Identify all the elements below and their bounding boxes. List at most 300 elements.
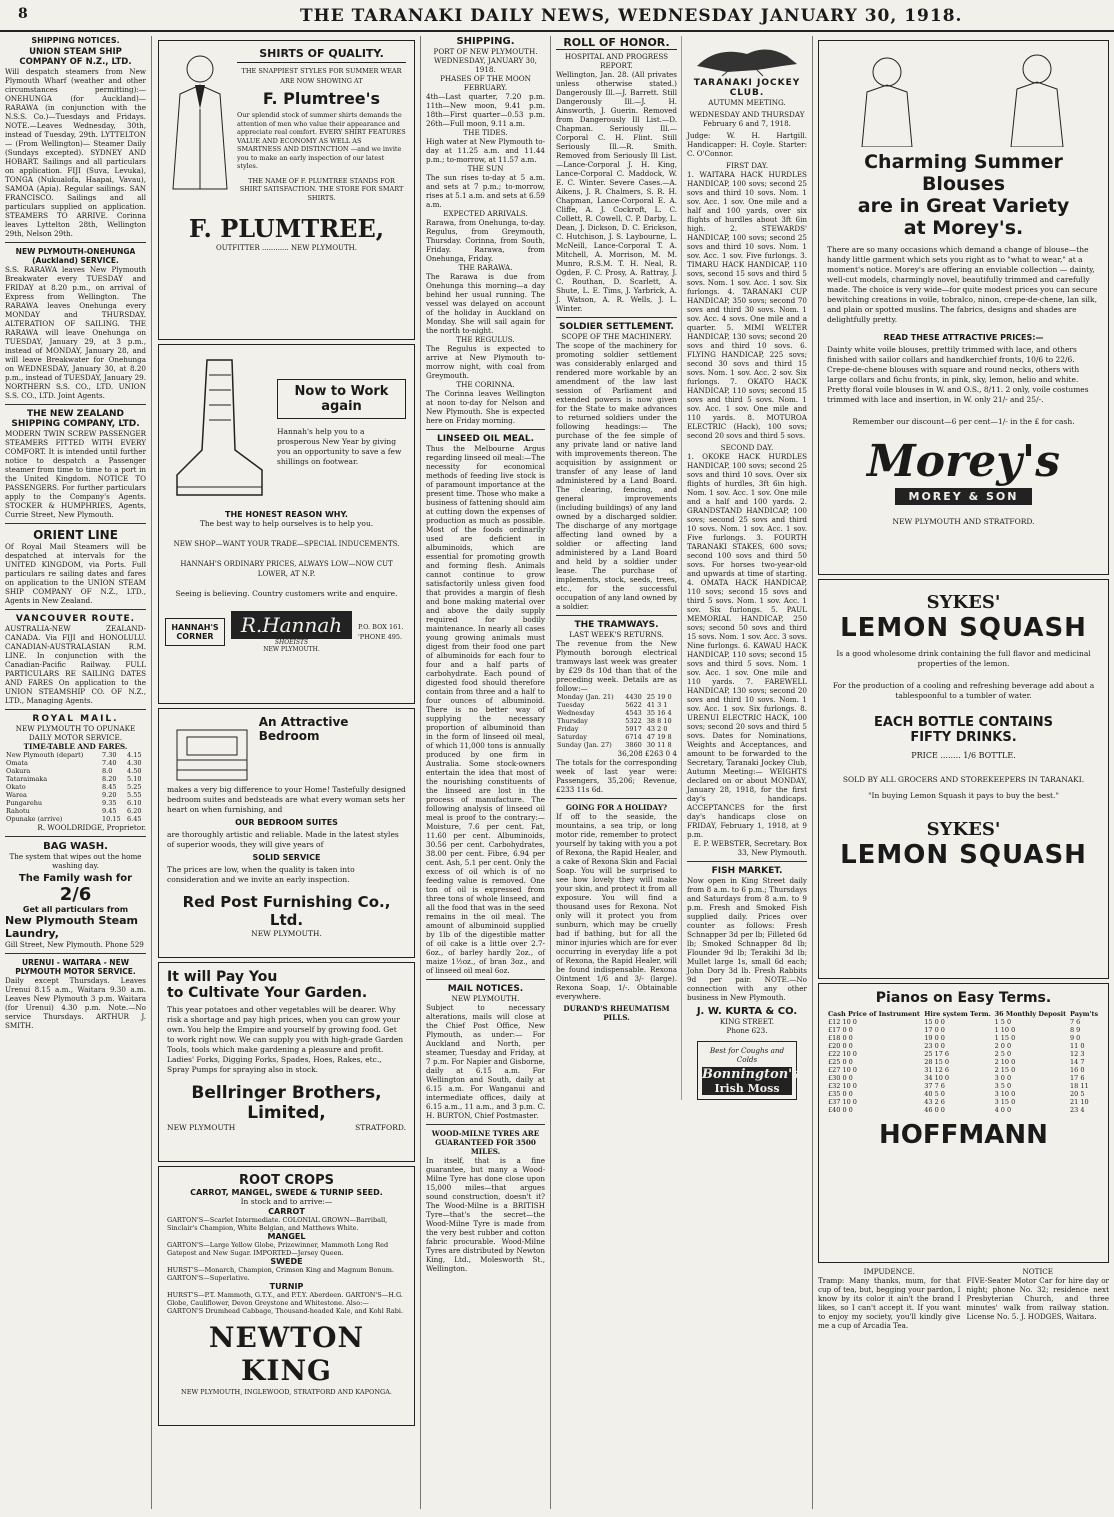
carrot-text: GARTON'S—Scarlet Intermediate. COLONIAL GROWN—Barriball, Sinclair's Champion, White Belgian, and Matthews White. bbox=[167, 1216, 388, 1232]
bonnington-sub: Irish Moss bbox=[702, 1082, 792, 1095]
mangel-text: GARTON'S—Large Yellow Globe, Prizewinner, Mammoth Long Red Gatepost and New Sugar. IMPORTED—Jersey Queen. bbox=[167, 1241, 389, 1257]
bottom-notices bbox=[818, 1267, 1109, 1330]
table-row bbox=[556, 701, 677, 709]
moreys-logo-block bbox=[827, 436, 1100, 505]
solid-service-label: SOLID SERVICE bbox=[252, 853, 321, 862]
women-in-blouses-illustration bbox=[827, 47, 1107, 147]
orient-line-text: Of Royal Mail Steamers will be despatched at intervals for the UNITED KINGDOM, via Ports. Full particulars re sailing dates and fares on application to the UNION STEAM SHIP COMPANY OF N.Z., LTD., Agents in New Zealand. bbox=[5, 542, 146, 605]
hannah-np: NEW PLYMOUTH. bbox=[263, 646, 320, 653]
blouses-heading-3: at Morey's. bbox=[903, 217, 1024, 239]
laundry-address: Gill Street, New Plymouth. Phone 529 bbox=[5, 940, 144, 949]
table-row bbox=[5, 807, 146, 815]
tramways-heading: THE TRAMWAYS. bbox=[574, 620, 659, 630]
bag-wash-heading: BAG WASH. bbox=[43, 841, 108, 852]
sykes-description: Is a good wholesome drink containing the full flavor and medicinal properties of the lemon. bbox=[836, 649, 1091, 668]
table-row bbox=[5, 799, 146, 807]
tramways-sub: LAST WEEK'S RETURNS. bbox=[569, 630, 664, 639]
table-cell: Saturday bbox=[557, 733, 587, 741]
nz-shipping-heading: THE NEW ZEALAND SHIPPING COMPANY, LTD. bbox=[11, 409, 140, 429]
each-bottle: EACH BOTTLE CONTAINS bbox=[873, 715, 1054, 730]
table-cell: 9.45 bbox=[102, 807, 117, 815]
table-cell: 18 11 bbox=[1069, 1082, 1089, 1090]
table-cell: 4.30 bbox=[127, 759, 142, 767]
blouses-heading-1: Charming Summer Blouses bbox=[864, 151, 1063, 195]
proprietor: R. WOOLDRIDGE, Proprietor. bbox=[37, 823, 146, 832]
table-row bbox=[5, 751, 146, 759]
second-day-heading: SECOND DAY. bbox=[720, 443, 774, 452]
table-cell: Sunday (Jan. 27) bbox=[557, 741, 612, 749]
table-row bbox=[5, 783, 146, 791]
table-row bbox=[827, 1018, 1100, 1026]
plumtree-address: OUTFITTER ............ NEW PLYMOUTH. bbox=[216, 244, 357, 252]
table-cell: 46 0 0 bbox=[924, 1106, 945, 1114]
table-cell: 5.10 bbox=[127, 775, 142, 783]
attractive-prices-text: Dainty white voile blouses, prettily trimmed with lace, and others finished with sailor collars and handkerchief fronts, 10/6 to 22/6. Crepe-de-chene blouses with square and round necks, others with large collars and fichu fronts, in pink, sky, lemon, helio and white. Pretty floral voile blouses in W. and O.S., 8/11. 2 only, voile costumes trimmed with lace and insertion, in W. only 21/- and 25/-. bbox=[827, 345, 1089, 404]
table-cell: 11 0 bbox=[1069, 1042, 1085, 1050]
price-label: PRICE bbox=[911, 751, 938, 760]
bedroom-text3: The prices are low, when the quality is taken into consideration and we invite an early inspection. bbox=[167, 865, 355, 884]
cultivate-garden-heading: to Cultivate Your Garden. bbox=[167, 985, 368, 1001]
plumtree-slogan: THE NAME OF F. PLUMTREE STANDS FOR SHIRT SATISFACTION. THE STORE FOR SMART SHIRTS. bbox=[239, 176, 404, 202]
soldier-settlement-sub: SCOPE OF THE MACHINERY. bbox=[561, 332, 672, 341]
table-cell: 1 10 0 bbox=[994, 1026, 1016, 1034]
royal-mail-sub: NEW PLYMOUTH TO OPUNAKE DAILY MOTOR SERVICE. bbox=[15, 724, 136, 742]
table-cell: £32 10 0 bbox=[828, 1082, 857, 1090]
bellringer-garden-ad bbox=[158, 962, 415, 1162]
regulus-text: The Regulus is expected to arrive at New Plymouth to-morrow night, with coal from Greymouth. bbox=[426, 344, 545, 380]
second-day-text: 1. OKOKE HACK HURDLES HANDICAP, 100 sovs; second 25 sovs and third 10 sovs. Over six flights of hurdles, 3ft 6in high. Nom. 1 sov. Acc. 1 sov. One mile and a half and 100 yards. 2. GRANDSTAND HANDICAP, 100 sovs; second 25 sovs and third 10 sovs. Nom. 1 sov. Acc. 1 sov. Five furlongs. 3. FOURTH TARANAKI STAKES, 600 sovs; second 100 sovs and third 50 sovs. For horses two-year-old and upwards at time of starting. 4. OMATA HACK HANDICAP, 110 sovs; second 15 sovs and third 5 sovs. Nom. 1 sov. Acc. 1 sov. Six furlongs. 5. PAUL MEMORIAL HANDICAP, 250 sovs; second 50 sovs and third 15 sovs. Nom. 1 sov. Acc. 3 sovs. Nine furlongs. 6. KAWAU HACK HANDICAP, 110 sovs; second 15 sovs and third 5 sovs. Nom. 1 sov. Acc. 1 sov. One mile and 110 yards. 7. FAREWELL HANDICAP, 130 sovs; second 20 sovs and third 10 sovs. Nom. 1 sov. Acc. 1 sov. Six furlongs. 8. URENUI ELECTRIC HACK, 100 sovs; second 20 sovs and third 5 sovs. Dates for Nominations, Weights and Acceptances, and amount to be forwarded to the Secretary, Taranaki Jockey Club, Autumn Meeting:— WEIGHTS declared on or about MONDAY, January 28, 1918, for the first day's handicaps. ACCEPTANCES for the first day's handicaps close on FRIDAY, February 1, 1918, at 9 p.m. bbox=[687, 452, 807, 839]
table-cell: 6.20 bbox=[127, 807, 142, 815]
bellringer-stratford: STRATFORD. bbox=[355, 1123, 406, 1132]
table-cell: Pungarehu bbox=[6, 799, 43, 807]
table-cell: 35 16 4 bbox=[646, 709, 672, 717]
table-cell: 40 5 0 bbox=[924, 1090, 945, 1098]
table-cell: 15 0 0 bbox=[924, 1018, 945, 1026]
table-row bbox=[827, 1090, 1100, 1098]
moreys-banner: MOREY & SON bbox=[895, 488, 1033, 505]
table-cell: £18 0 0 bbox=[828, 1034, 853, 1042]
tramways-note: The totals for the corresponding week of last year were: Passengers, 35,206; Revenue, £233 11s 6d. bbox=[556, 758, 677, 794]
plumtree-store-name: F. Plumtree's bbox=[262, 89, 381, 108]
table-cell: 1 15 0 bbox=[994, 1034, 1016, 1042]
table-cell: Omata bbox=[6, 759, 28, 767]
table-cell: 25 17 6 bbox=[924, 1050, 950, 1058]
pay-you-heading: It will Pay You bbox=[167, 969, 278, 985]
red-post-bedroom-ad bbox=[158, 708, 415, 958]
table-header-cell: Cash Price of Instrument bbox=[828, 1010, 920, 1018]
table-row bbox=[827, 1106, 1100, 1114]
table-cell: 4.50 bbox=[127, 767, 142, 775]
table-cell: Opunake (arrive) bbox=[6, 815, 63, 823]
royal-mail-heading: ROYAL MAIL. bbox=[32, 714, 119, 724]
table-cell: 7.30 bbox=[102, 751, 117, 759]
turnip-text: HURST'S—P.T. Mammoth, G.T.Y., and P.T.Y. Aberdeen. GARTON'S—H.G. Globe, Cauliflower, Devon Greystone and Whitestone. Also:— GARTON'S Drumhead Cabbage, Thousand-headed Kale, and Kohl Rabi. bbox=[167, 1291, 404, 1315]
table-cell: 7.40 bbox=[102, 759, 117, 767]
mail-notices-sub: NEW PLYMOUTH. bbox=[451, 994, 520, 1003]
tramways-intro: The revenue from the New Plymouth borough electrical tramways last week was greater by £29 8s 10d than that of the preceding week. Details are as follow:— bbox=[556, 639, 677, 693]
table-cell: 30 11 8 bbox=[646, 741, 672, 749]
bag-wash-price: 2/6 bbox=[59, 884, 92, 905]
table-cell: 43 2 6 bbox=[924, 1098, 945, 1106]
table-cell: 5622 bbox=[625, 701, 642, 709]
roll-of-honor-heading: ROLL OF HONOR. bbox=[556, 36, 677, 50]
table-cell: 41 3 1 bbox=[646, 701, 668, 709]
sykes-usage: For the production of a cooling and refreshing beverage add about a tablespoonful to a tumbler of water. bbox=[832, 681, 1095, 700]
turnip-label: TURNIP bbox=[269, 1282, 304, 1291]
vancouver-route-heading: VANCOUVER ROUTE. bbox=[15, 614, 136, 624]
sold-by: SOLD BY ALL GROCERS AND STOREKEEPERS IN TARANAKI. bbox=[842, 775, 1085, 784]
table-cell: £20 0 0 bbox=[828, 1042, 853, 1050]
bonnington-top: Best for Coughs and Colds bbox=[709, 1046, 785, 1064]
now-to-work-heading: Now to Work again bbox=[277, 379, 406, 419]
hannah-footwear-ad bbox=[158, 344, 415, 704]
plumtree-shirts-ad bbox=[158, 40, 415, 340]
newspaper-title: THE TARANAKI DAILY NEWS, WEDNESDAY JANUARY 30, 1918. bbox=[300, 6, 963, 26]
notice-heading: NOTICE bbox=[1022, 1267, 1054, 1276]
table-cell: £40 0 0 bbox=[828, 1106, 853, 1114]
table-cell: 23 4 bbox=[1069, 1106, 1085, 1114]
table-cell: Monday (Jan. 21) bbox=[557, 693, 614, 701]
table-cell: 17 6 bbox=[1069, 1074, 1085, 1082]
column-moreys-and-ads bbox=[813, 36, 1114, 1509]
bellringer-name: Bellringer Brothers, Limited, bbox=[191, 1083, 382, 1123]
bellringer-np: NEW PLYMOUTH bbox=[167, 1123, 236, 1132]
shirts-heading: SHIRTS OF QUALITY. bbox=[237, 47, 406, 63]
shirts-body: Our splendid stock of summer shirts demands the attention of men who value their appearance and appreciate real comfort. EVERY SHIRT FEATURES VALUE AND ECONOMY AS WELL AS SMARTNESS AND DISTINCTION —and we invite you to make an early inspection of our latest styles. bbox=[237, 111, 406, 170]
bedroom-text: makes a very big difference to your Home! Tastefully designed bedroom suites and bedsteads are what every woman sets her heart on when furnishing, and bbox=[167, 785, 406, 814]
moreys-address: NEW PLYMOUTH AND STRATFORD. bbox=[892, 517, 1035, 526]
attractive-prices-heading: READ THESE ATTRACTIVE PRICES:— bbox=[883, 333, 1044, 342]
table-cell: 5.55 bbox=[127, 791, 142, 799]
table-cell: 31 12 6 bbox=[924, 1066, 950, 1074]
hannah-shoeists: SHOEISTS bbox=[274, 639, 309, 646]
table-cell: £37 10 0 bbox=[828, 1098, 857, 1106]
table-cell: 6.45 bbox=[127, 815, 142, 823]
moon-text: 4th—Last quarter, 7.20 p.m. 11th—New moon, 9.41 p.m. 18th—First quarter—0.53 p.m. 26th—Full moon, 9.11 a.m. bbox=[426, 92, 545, 128]
table-cell: 28 15 0 bbox=[924, 1058, 950, 1066]
table-row bbox=[556, 741, 677, 749]
table-cell: 5.25 bbox=[127, 783, 142, 791]
sykes-lemon-squash-ad bbox=[818, 579, 1109, 979]
tyres-text: In itself, that is a fine guarantee, but many a Wood-Milne Tyre has done close upon 15,000 miles—that argues sound construction, doesn't it? The Wood-Milne is a BRITISH Tyre—that's the secret—the Wood-Milne Tyre is made from the very best rubber and cotton fabric procurable. Wood-Milne Tyres are distributed by Newton King, Ltd., Molesworth St., Wellington. bbox=[426, 1156, 545, 1273]
port-heading: PORT OF NEW PLYMOUTH. bbox=[433, 47, 538, 56]
masthead bbox=[0, 0, 1114, 32]
shipping-date: WEDNESDAY, JANUARY 30, 1918. bbox=[434, 56, 537, 74]
lemon-squash-label: LEMON SQUASH bbox=[840, 613, 1087, 643]
column-shipping-news bbox=[421, 36, 551, 1509]
table-cell: 37 7 6 bbox=[924, 1082, 945, 1090]
now-to-work-text: Hannah's help you to a prosperous New Year by giving you an opportunity to save a few shillings on footwear. bbox=[277, 427, 402, 466]
table-cell: £35 0 0 bbox=[828, 1090, 853, 1098]
newton-king-root-crops-ad bbox=[158, 1166, 415, 1426]
table-cell: 2 0 0 bbox=[994, 1042, 1012, 1050]
union-steamship-text: Will despatch steamers from New Plymouth Wharf (weather and other circumstances permitting):— ONEHUNGA (for Auckland)— RARAWA (in conjunction with the N.S.S. Co.)—Tuesdays and Fridays. NOTE.—Leaves Wednesday, 30th, instead of Tuesday, 29th. LYTTELTON— (From Wellington)— Steamer Daily (Sundays excepted). SYDNEY AND HOBART. Sailings and all particulars on application. FIJI (Suva, Levuka), TONGA (Nukualofa, Haapai, Vavau), SAMOA (Apia). Regular sailings. SAN FRANCISCO. Sailings and all particulars supplied on application. STEAMERS TO ARRIVE. Corinna leaves Lyttelton 28th, Wellington 29th, Nelson 29th. bbox=[5, 67, 146, 238]
bedroom-text2: are thoroughly artistic and reliable. Made in the latest styles of superior woods, they will give years of bbox=[167, 830, 399, 849]
table-cell: 9.20 bbox=[102, 791, 117, 799]
newton-king-locations: NEW PLYMOUTH, INGLEWOOD, STRATFORD AND KAPONGA. bbox=[181, 1388, 392, 1396]
table-cell: £30 0 0 bbox=[828, 1074, 853, 1082]
table-cell: 3860 bbox=[625, 741, 642, 749]
table-cell: 12 3 bbox=[1069, 1050, 1085, 1058]
sykes-price: PRICE ........ 1/6 BOTTLE. bbox=[911, 751, 1016, 760]
bag-wash-text: The system that wipes out the home washing day. bbox=[9, 852, 142, 870]
durand-pills: DURAND'S RHEUMATISM PILLS. bbox=[563, 1004, 670, 1022]
root-crops-sub: CARROT, MANGEL, SWEDE & TURNIP SEED. bbox=[190, 1188, 383, 1197]
holiday-heading: GOING FOR A HOLIDAY? bbox=[565, 803, 668, 812]
shipping-notices-heading: SHIPPING NOTICES. bbox=[31, 36, 120, 45]
table-cell: 38 8 10 bbox=[646, 717, 672, 725]
jockey-club-heading: TARANAKI JOCKEY CLUB. bbox=[693, 78, 801, 98]
sun-text: The sun rises to-day at 5 a.m. and sets at 7 p.m.; to-morrow, rises at 5.1 a.m. and sets at 6.59 a.m. bbox=[426, 173, 545, 209]
arrivals-heading: EXPECTED ARRIVALS. bbox=[443, 209, 528, 218]
timetable-heading: TIME-TABLE AND FARES. bbox=[23, 742, 128, 751]
table-cell: Tataraimaka bbox=[6, 775, 48, 783]
mangel-label: MANGEL bbox=[267, 1232, 306, 1241]
table-cell: 16 0 bbox=[1069, 1066, 1085, 1074]
table-row bbox=[556, 717, 677, 725]
table-cell: 1 5 0 bbox=[994, 1018, 1012, 1026]
tides-heading: THE TIDES. bbox=[463, 128, 508, 137]
mail-notices-heading: MAIL NOTICES. bbox=[447, 984, 524, 994]
column-advertisements bbox=[153, 36, 421, 1509]
table-cell: 4.15 bbox=[127, 751, 142, 759]
table-cell: 8.0 bbox=[102, 767, 113, 775]
red-post-name: Red Post Furnishing Co., Ltd. bbox=[182, 893, 391, 929]
first-day-heading: FIRST DAY. bbox=[725, 161, 768, 170]
bedroom-furniture-illustration bbox=[167, 715, 253, 785]
sykes-label: SYKES' bbox=[926, 592, 1001, 613]
swede-label: SWEDE bbox=[270, 1257, 303, 1266]
hoffmann-pianos-ad bbox=[818, 983, 1109, 1263]
bedroom-suites-label: OUR BEDROOM SUITES bbox=[235, 818, 338, 827]
honest-reason: THE HONEST REASON WHY. bbox=[225, 510, 348, 519]
hannah-corner-label: HANNAH'S CORNER bbox=[165, 618, 225, 646]
price-value: 1/6 BOTTLE. bbox=[963, 751, 1016, 760]
jockey-officials: Judge: W. H. Hartgill. Handicapper: H. Coyle. Starter: C. O'Connor. bbox=[687, 131, 807, 158]
carrot-label: CARROT bbox=[268, 1207, 305, 1216]
table-cell: 6714 bbox=[625, 733, 642, 741]
table-cell: 7 6 bbox=[1069, 1018, 1081, 1026]
jockey-secretary: E. P. WEBSTER, Secretary. Box 33, New Plymouth. bbox=[693, 839, 807, 857]
table-row bbox=[556, 725, 677, 733]
table-cell: New Plymouth (depart) bbox=[6, 751, 84, 759]
autumn-meeting: AUTUMN MEETING. bbox=[708, 98, 786, 107]
table-cell: £27 10 0 bbox=[828, 1066, 857, 1074]
table-row bbox=[556, 733, 677, 741]
piano-price-table bbox=[827, 1010, 1100, 1114]
onehunga-service-text: S.S. RARAWA leaves New Plymouth Breakwater every TUESDAY and FRIDAY at 8.20 p.m., on arrival of Express from Wellington. The RARAWA leaves Onehunga every MONDAY and THURSDAY. ALTERATION OF SAILING. THE RARAWA will leave Onehunga on TUESDAY, January 29, at 3 p.m., instead of MONDAY, January 28, and will leave Breakwater for Onehunga on WEDNESDAY, January 30, at 8.20 p.m., instead of TUESDAY, January 29. NORTHERN S.S. CO., LTD. UNION S.S. CO., LTD. Joint Agents. bbox=[5, 265, 146, 400]
hoffmann-name: HOFFMANN bbox=[879, 1120, 1048, 1150]
impudence-heading: IMPUDENCE. bbox=[863, 1267, 915, 1276]
boot-illustration bbox=[167, 355, 267, 505]
table-row bbox=[5, 759, 146, 767]
get-particulars: Get all particulars from bbox=[22, 905, 129, 914]
hospital-report-heading: HOSPITAL AND PROGRESS REPORT. bbox=[564, 52, 669, 70]
table-cell: 2 15 0 bbox=[994, 1066, 1016, 1074]
vancouver-route-text: AUSTRALIA-NEW ZEALAND-CANADA. Via FIJI and HONOLULU. CANADIAN-AUSTRALASIAN R.M. LINE. In conjunction with the Canadian-Pacific Railway. FULL PARTICULARS RE SAILING DATES AND FARES On application to the UNION STEAMSHIP CO. OF N.Z., LTD., Managing Agents. bbox=[5, 624, 146, 705]
nz-shipping-text: MODERN TWIN SCREW PASSENGER STEAMERS FITTED WITH EVERY COMFORT. It is intended until further notice to despatch a Passenger steamer from time to time to a port in the United Kingdom. NOTICE TO PASSENGERS. For further particulars apply to the Company's Agents. STOCKER & HUMPHRIES, Agents, Currie Street, New Plymouth. bbox=[5, 429, 146, 519]
arrivals-text: Rarawa, from Onehunga, to-day. Regulus, from Greymouth, Thursday. Corinna, from South, Friday. Rarawa, from Onehunga, Friday. bbox=[426, 218, 545, 263]
moreys-blouses-ad bbox=[818, 40, 1109, 575]
first-day-text: 1. WAITARA HACK HURDLES HANDICAP, 100 sovs; second 25 sovs and third 10 sovs. Nom. 1 sov. Acc. 1 sov. One mile and a half and 100 yards, over six flights of hurdles about 3ft 6in high. 2. STEWARDS' HANDICAP, 100 sovs; second 25 sovs and third 10 sovs. Nom. 1 sov. Acc. 1 sov. Five furlongs. 3. TIMARU HACK HANDICAP, 110 sovs, second 15 sovs and third 5 sovs. Nom. 1 sov. Acc. 1 sov. Six furlongs. 4. TARANAKI CUP HANDICAP, 350 sovs; second 70 sovs and third 30 sovs. Nom. 1 sov. Acc. 4 sovs. One mile and a quarter. 5. MIMI WELTER HANDICAP, 130 sovs; second 20 sovs and third 10 sovs. 6. FLYING HANDICAP, 225 sovs; second 30 sovs and third 15 sovs. Nom. 1 sov. Acc. 2 sov. Six furlongs. 7. OKATO HACK HANDICAP, 110 sovs; second 15 sovs and third 5 sovs. Nom. 1 sov. Acc. 1 sov. One mile and 110 yards. 8. MOTUROA ELECTRIC (Hack), 100 sovs; second 20 sovs and third 5 sovs. bbox=[687, 170, 807, 440]
table-row bbox=[556, 709, 677, 717]
table-cell: 8 9 bbox=[1069, 1026, 1081, 1034]
fish-market-heading: FISH MARKET. bbox=[711, 866, 783, 876]
plumtree-big-name: F. PLUMTREE, bbox=[188, 214, 385, 243]
blouses-text: There are so many occasions which demand a change of blouse—the handy little garment which sets you right as to "what to wear," at a moment's notice. Morey's are offering an enviable collection — dainty, well-cut models, charmingly novel, beautifully trimmed and carefully made. The choice is very wide—for quite modest prices you can secure bewitching creations in voile, tobralco, ninon, crepe-de-chene, lan silk, and plain or spotted muslins. The fabrics, designs and shades are delightfully pretty. bbox=[827, 245, 1098, 324]
kurta-phone: Phone 623. bbox=[726, 1026, 768, 1035]
moreys-logo: Morey's bbox=[866, 436, 1061, 487]
fifty-drinks: FIFTY DRINKS. bbox=[910, 730, 1017, 745]
moon-heading: PHASES OF THE MOON bbox=[440, 74, 531, 83]
corinna-text: The Corinna leaves Wellington at noon to-day for Nelson and New Plymouth. She is expected here on Friday morning. bbox=[426, 389, 545, 425]
steam-laundry-name: New Plymouth Steam Laundry, bbox=[5, 914, 138, 940]
linseed-text: Thus the Melbourne Argus regarding linseed oil meal:—The necessity for economical methods of feeding live stock is of paramount importance at the present time. Those who make a business of fattening should aim at cutting down the expenses of production as much as possible. Most of the foods ordinarily used are deficient in albuminoids, which are essential for promoting growth and forming flesh. Animals cannot continue to grow satisfactorily unless given food that provides a margin of flesh and bone making material over and above the daily supply required for bodily maintenance. In nearly all cases young growing animals must digest from their food one part of albuminoids for each four to four and a half parts of carbohydrate. Each pound of digested food should therefore contain from three and a half to four ounces of albuminoid. There is no better way of supplying the necessary proportion of albuminoid than in the form of linseed oil meal, of which 11,000 tons is annually produced by one firm in Australia. Some stock-owners entertain the idea that most of the nourishing constituents of the linseed are lost in the process of manufacture. The following analysis of linseed oil meal is proof to the contrary:— Moisture, 7.6 per cent. Fat, 11.60 per cent. Albuminoids, 30.56 per cent. Carbohydrates, 38.00 per cent. Fibre, 6.94 per cent. Ash, 5.1 per cent. Only the excess of oil which is of no feeding value is removed. One ton of oil is expressed from three tons of whole linseed, and all the food that was in the seed remains in the oil meal. The amount of albuminoid supplied by 1lb of the digestible matter of oil cake is a little over 2.7-6oz., of barley hardly 2oz., of maize 1½oz., of bran 3oz., and of linseed oil meal 6oz. bbox=[426, 444, 545, 975]
table-header-cell: Paym'ts bbox=[1069, 1010, 1099, 1018]
table-cell: 20 5 bbox=[1069, 1090, 1085, 1098]
kurta-address: KING STREET. bbox=[719, 1017, 775, 1026]
jockey-dates: WEDNESDAY AND THURSDAY February 6 and 7, 1918. bbox=[689, 110, 805, 128]
table-cell: £17 0 0 bbox=[828, 1026, 853, 1034]
kurta-name: J. W. KURTA & CO. bbox=[696, 1006, 798, 1017]
sun-heading: THE SUN bbox=[467, 164, 504, 173]
rarawa-heading: THE RARAWA. bbox=[458, 263, 513, 272]
table-cell: 3 5 0 bbox=[994, 1082, 1012, 1090]
regulus-heading: THE REGULUS. bbox=[456, 335, 515, 344]
tramways-table bbox=[556, 693, 677, 749]
table-cell: 9 0 bbox=[1069, 1034, 1081, 1042]
shirts-subheading: THE SNAPPIEST STYLES FOR SUMMER WEAR ARE NOW SHOWING AT bbox=[241, 67, 402, 85]
honest-reason-sub: The best way to help ourselves is to help you. bbox=[199, 519, 374, 528]
table-cell: 47 19 8 bbox=[646, 733, 672, 741]
seeing-believing: Seeing is believing. Country customers write and enquire. bbox=[175, 589, 398, 598]
lemon-squash-label-2: LEMON SQUASH bbox=[840, 840, 1087, 870]
table-cell: 23 0 0 bbox=[924, 1042, 945, 1050]
moon-month: FEBRUARY. bbox=[463, 83, 508, 92]
sykes-label-2: SYKES' bbox=[926, 819, 1001, 840]
table-cell: 3 15 0 bbox=[994, 1098, 1016, 1106]
table-header-cell: Hire system Term. bbox=[924, 1010, 991, 1018]
soldier-settlement-heading: SOLDIER SETTLEMENT. bbox=[559, 322, 674, 332]
table-cell: Wednesday bbox=[557, 709, 595, 717]
table-cell: Thursday bbox=[557, 717, 588, 725]
table-cell: £22 10 0 bbox=[828, 1050, 857, 1058]
table-cell: Tuesday bbox=[557, 701, 585, 709]
table-row bbox=[5, 791, 146, 799]
bonnington-ad bbox=[697, 1041, 800, 1100]
table-row bbox=[556, 693, 677, 701]
urenui-service-heading: URENUI - WAITARA - NEW PLYMOUTH MOTOR SERVICE. bbox=[15, 958, 136, 976]
pianos-heading: Pianos on Easy Terms. bbox=[875, 990, 1052, 1006]
tides-text: High water at New Plymouth to-day at 11.25 a.m. and 11.44 p.m.; to-morrow, at 11.57 a.m. bbox=[426, 137, 545, 164]
blouses-heading-2: are in Great Variety bbox=[857, 195, 1070, 217]
table-cell: 17 0 0 bbox=[924, 1026, 945, 1034]
table-cell: 34 10 0 bbox=[924, 1074, 950, 1082]
timetable bbox=[5, 751, 146, 823]
table-cell: 19 0 0 bbox=[924, 1034, 945, 1042]
orient-line-heading: ORIENT LINE bbox=[33, 528, 118, 542]
table-row bbox=[5, 775, 146, 783]
table-row bbox=[827, 1082, 1100, 1090]
table-row bbox=[827, 1058, 1100, 1066]
table-row bbox=[827, 1066, 1100, 1074]
table-row bbox=[827, 1042, 1100, 1050]
hannah-contact: P.O. BOX 161. 'PHONE 495. bbox=[357, 623, 404, 641]
roll-of-honor-text: Wellington, Jan. 28. (All privates unless otherwise stated.) Dangerously Ill.—J. Barrett. Still Dangerously Ill.—J. H. Ainsworth, J. Guerin. Removed from Dangerously Ill List.—D. Chapman. Seriously Ill.—Corporal C. H. Flint. Still Seriously Ill.—R. Smith. Removed from Seriously Ill List.—Lance-Corporal J. H. King, Lance-Corporal C. Maddock, W. E. C. Winter. Severe Cases.—A. Aikens, J. R. Chalmers, S. R. H. Chapman, Lance-Corporal E. A. Cliffe, A. J. Cockroft, L. C. Collett, R. Cowell, C. P. Darby, L. Dean, J. Dickson, D. C. Erickson, C. Hutchison, J. S. Laybourne, L. McNeill, Lance-Corporal T. A. Mitchell, A. Morrison, M. M. Munro, R.S.M. T. H. Neal, R. Ogden, F. C. Prosy, A. Rattray, J. C. Routhan, D. Scarlett, A. Shute, L. E. Tims, J. Yarbrick, A. J. Watson, A. R. Wells, J. L. Winter. bbox=[556, 70, 677, 313]
table-cell: 8.45 bbox=[102, 783, 117, 791]
shipping-heading: SHIPPING. bbox=[456, 36, 515, 47]
table-cell: 5322 bbox=[625, 717, 642, 725]
cash-discount: Remember our discount—6 per cent—1/- in the £ for cash. bbox=[852, 417, 1075, 426]
bonnington-name: Bonnington's bbox=[702, 1067, 800, 1082]
table-cell: 4543 bbox=[625, 709, 642, 717]
notice-text: FIVE-Seater Motor Car for hire day or night; phone No. 32; residence next Presbyterian Church, and three minutes' walk from railway station. License No. 5. J. HODGES, Waitara. bbox=[966, 1276, 1109, 1321]
table-cell: 9.35 bbox=[102, 799, 117, 807]
tramways-total: 36,208 £263 0 4 bbox=[617, 749, 677, 758]
table-row bbox=[827, 1026, 1100, 1034]
table-cell: 3 0 0 bbox=[994, 1074, 1012, 1082]
table-cell: Warea bbox=[6, 791, 27, 799]
urenui-service-text: Daily except Thursdays. Leaves Urenui 8.15 a.m., Waitara 9.30 a.m. Leaves New Plymouth 3 p.m. Waitara (for Urenui) 4.30 p.m. Note.—No service Thursdays. ARTHUR J. SMITH. bbox=[5, 976, 146, 1030]
table-cell: 2 5 0 bbox=[994, 1050, 1012, 1058]
table-cell: 6.10 bbox=[127, 799, 142, 807]
holiday-text: If off to the seaside, the mountains, a sea trip, or long motor ride, remember to protect yourself by taking with you a pot of Rexona, the Rapid Healer, and a cake of Rexona Skin and Facial Soap. You will be surprised to see how lovely they will make your skin, and protect it from all exposure. You will find a thousand uses for Rexona. Not only will it protect you from sunburn, which may be cruelly bad if bathing, but for all the minor injuries which are for ever occurring in everyday life a pot of Rexona, the Rapid Healer, will be found indispensable. Rexona Ointment 1/6 and 3/- (large). Rexona Soap, 1/-. Obtainable everywhere. bbox=[556, 812, 677, 1001]
soldier-settlement-text: The scope of the machinery for promoting soldier settlement was considerably enlarged and rendered more workable by an amendment of the law last session of Parliament and extended powers is now given for the State to make advances to returned soldiers under the following headings:— The purchase of the fee simple of any private land or native land with improvements thereon. The acquisition by assignment or transfer of any lease of land administered by a Land Board. The clearing, fencing, and general improvements (including buildings) of any land owned by a discharged soldier. The discharge of any mortgage affecting land owned by a soldier or affecting land administered by a Land Board and held by a soldier under lease. The purchase of implements, stock, seeds, trees, etc., for the successful occupation of any land owned by a soldier. bbox=[556, 341, 677, 611]
table-row bbox=[5, 815, 146, 823]
table-cell: Friday bbox=[557, 725, 579, 733]
table-cell: 21 10 bbox=[1069, 1098, 1089, 1106]
corinna-heading: THE CORINNA. bbox=[456, 380, 515, 389]
man-in-shirt-illustration bbox=[165, 49, 235, 199]
table-cell: 5917 bbox=[625, 725, 642, 733]
root-crops-stock: In stock and to arrive:— bbox=[240, 1197, 333, 1206]
root-crops-heading: ROOT CROPS bbox=[239, 1173, 334, 1188]
table-cell: 3 10 0 bbox=[994, 1090, 1016, 1098]
table-cell: 8.20 bbox=[102, 775, 117, 783]
table-row bbox=[5, 767, 146, 775]
racehorse-illustration bbox=[687, 36, 807, 78]
onehunga-service-heading: NEW PLYMOUTH-ONEHUNGA (Auckland) SERVICE. bbox=[15, 247, 136, 265]
impudence-text: Tramp: Many thanks, mum, for that cup of tea, but, begging your pardon, I know by its color it ain't the brand I likes, so I can't accept it. If you want to enjoy my society, you'll kindly give me a cup of Arcadia Tea. bbox=[818, 1276, 961, 1330]
table-cell: 4 0 0 bbox=[994, 1106, 1012, 1114]
table-cell: 43 2 0 bbox=[646, 725, 668, 733]
table-row bbox=[827, 1074, 1100, 1082]
table-row bbox=[827, 1050, 1100, 1058]
hannah-logo: R.Hannah bbox=[231, 611, 352, 639]
table-cell: 4430 bbox=[625, 693, 642, 701]
table-cell: Okato bbox=[6, 783, 26, 791]
fish-market-text: Now open in King Street daily from 8 a.m. to 6 p.m.; Thursdays and Saturdays from 8 a.m. to 9 p.m. Fresh and Smoked Fish supplied daily. Prices over counter as follows: Fresh Schnapper 3d per lb; Filleted 6d lb; Smoked Schnapper 8d lb; Flounder 9d lb; Terakihi 3d lb; Mullet large 1s, small 6d each; John Dory 3d lb. Fresh Rabbits 9d per pair. NOTE.—No connection with any other business in New Plymouth. bbox=[687, 876, 807, 1002]
family-wash: The Family wash for bbox=[18, 873, 133, 884]
mail-notices-text: Subject to necessary alterations, mails will close at the Chief Post Office, New Plymouth, as under:— For Auckland and North, per steamer, Tuesday and Friday, at 7 p.m. For Napier and Gisborne, daily at 6.15 a.m. For Wellington and South, daily at 6.15 a.m. For Wanganui and intermediate offices, daily at 6.15 a.m., 11 a.m., and 3 p.m. C. H. BURTON, Chief Postmaster. bbox=[426, 1003, 545, 1120]
buying-best: "In buying Lemon Squash it pays to buy the best." bbox=[868, 791, 1059, 800]
column-news bbox=[551, 36, 813, 1509]
red-post-address: NEW PLYMOUTH. bbox=[251, 929, 322, 938]
table-cell: Rahotu bbox=[6, 807, 30, 815]
table-cell: Oakura bbox=[6, 767, 31, 775]
hannah-prices-line: HANNAH'S ORDINARY PRICES, ALWAYS LOW—NOW CUT LOWER, AT N.P. bbox=[180, 560, 393, 578]
tyres-heading: WOOD-MILNE TYRES ARE GUARANTEED FOR 3500 MILES. bbox=[431, 1129, 540, 1156]
table-row bbox=[827, 1098, 1100, 1106]
rarawa-text: The Rarawa is due from Onehunga this morning—a day behind her usual running. The vessel was delayed on account of the holiday in Auckland on Monday. She will sail again for the north to-night. bbox=[426, 272, 545, 335]
table-header-row bbox=[827, 1010, 1100, 1018]
table-cell: 2 10 0 bbox=[994, 1058, 1016, 1066]
new-shop-line: NEW SHOP—WANT YOUR TRADE—SPECIAL INDUCEMENTS. bbox=[173, 540, 400, 548]
table-cell: £25 0 0 bbox=[828, 1058, 853, 1066]
garden-text: This year potatoes and other vegetables will be dearer. Why risk a shortage and pay high prices, when you can grow your own. You help the Empire and yourself by growing food. Get to work right now. We can supply you with high-grade Garden Tools, tools which make gardening a pleasure and profit. Ladies' Forks, Digging Forks, Spades, Hoes, Rakes, etc., Spray Pumps for spraying also in stock. bbox=[167, 1005, 404, 1074]
table-row bbox=[827, 1034, 1100, 1042]
linseed-heading: LINSEED OIL MEAL. bbox=[436, 434, 535, 444]
